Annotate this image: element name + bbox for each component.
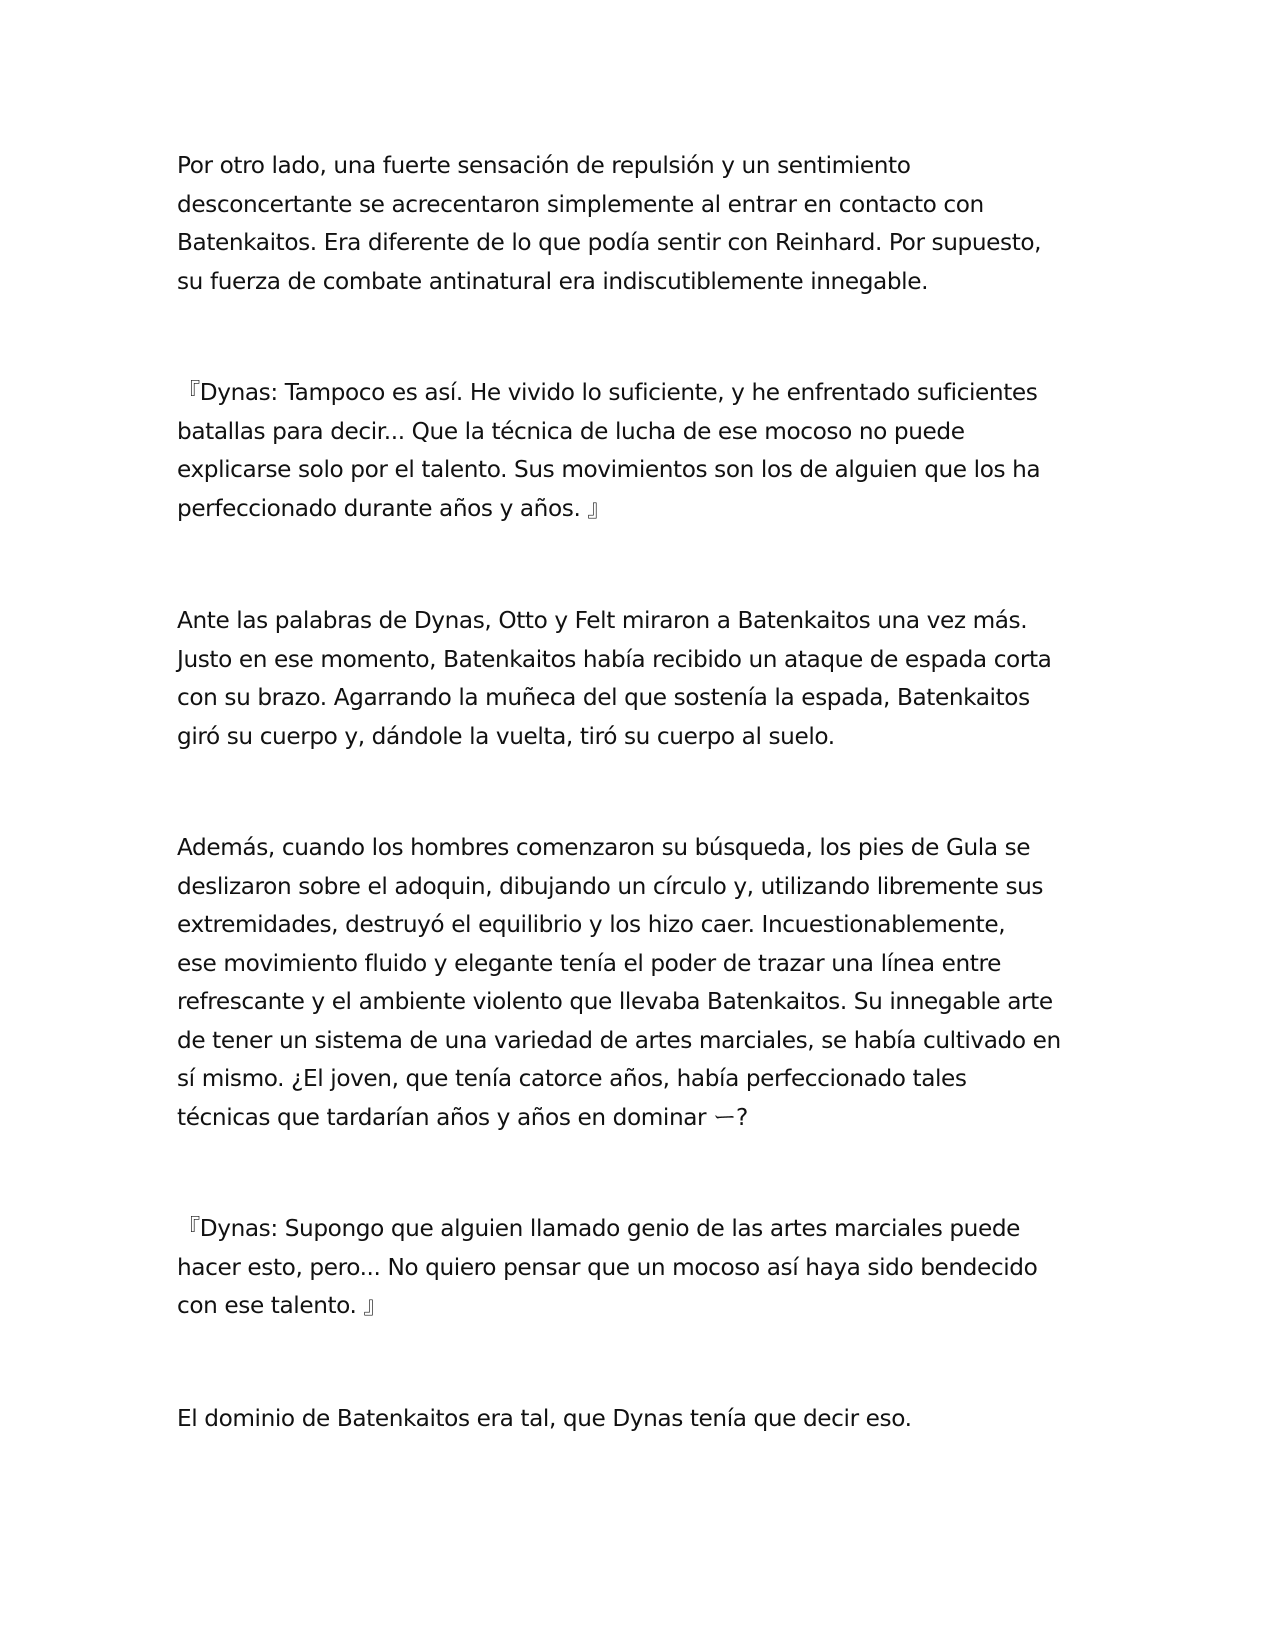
paragraph-6: El dominio de Batenkaitos era tal, que Dynas tenía que decir eso.	[177, 1405, 912, 1432]
dialogue-paragraph-dynas-1: 『Dynas: Tampoco es así. He vivido lo suficiente, y he enfrentado suficientes batallas para decir... Que la técnica de lucha de ese mocoso no puede explicarse solo por el talento. Sus movimientos son los de alguien que los ha perfeccionado durante años y años. 』	[177, 379, 1041, 522]
paragraph-3: Ante las palabras de Dynas, Otto y Felt miraron a Batenkaitos una vez más. Justo en ese momento, Batenkaitos había recibido un ataque de espada corta con su brazo. Agarrando la muñeca del que sostenía la espada, Batenkaitos giró su cuerpo y, dándole la vuelta, tiró su cuerpo al suelo.	[177, 607, 1052, 750]
paragraph-4: Además, cuando los hombres comenzaron su búsqueda, los pies de Gula se deslizaron sobre el adoquin, dibujando un círculo y, utilizando libremente sus extremidades, destruyó el equilibrio y los hizo caer. Incuestionablemente, ese movimiento fluido y elegante tenía el poder de trazar una línea entre refrescante y el ambiente violento que llevaba Batenkaitos. Su innegable arte de tener un sistema de una variedad de artes marciales, se había cultivado en sí mismo. ¿El joven, que tenía catorce años, había perfeccionado tales técnicas que tardarían años y años en dominar ー?	[177, 834, 1061, 1131]
dialogue-paragraph-dynas-2: 『Dynas: Supongo que alguien llamado genio de las artes marciales puede hacer esto, pero... No quiero pensar que un mocoso así haya sido bendecido con ese talento. 』	[177, 1215, 1038, 1319]
paragraph-1: Por otro lado, una fuerte sensación de repulsión y un sentimiento desconcertante se acrecentaron simplemente al entrar en contacto con Batenkaitos. Era diferente de lo que podía sentir con Reinhard. Por supuesto, su fuerza de combate antinatural era indiscutiblemente innegable.	[177, 152, 1042, 295]
